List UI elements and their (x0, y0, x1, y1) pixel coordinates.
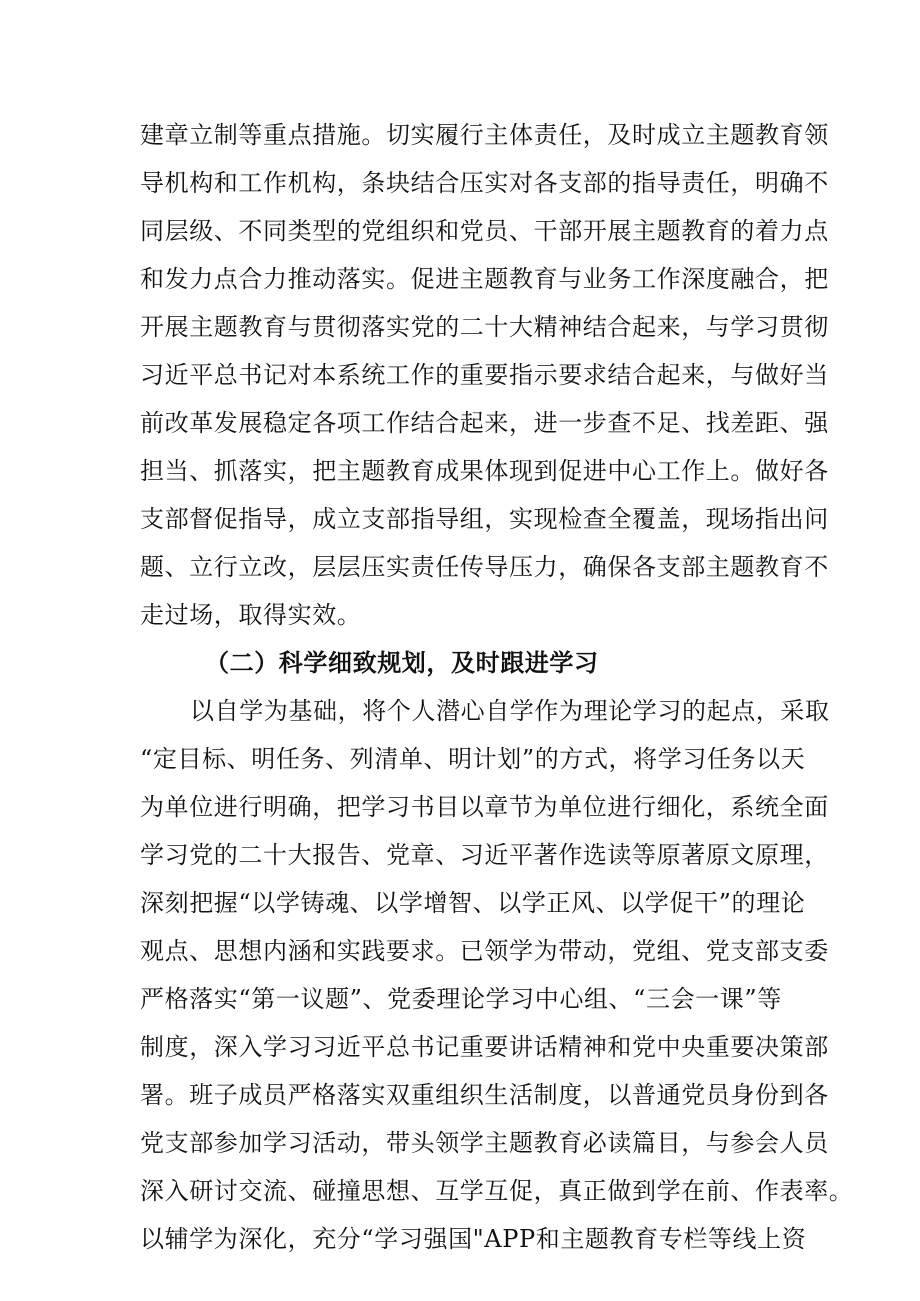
paragraph-line: 题、立行立改，层层压实责任传导压力，确保各支部主题教育不 (140, 553, 829, 581)
paragraph-line: 建章立制等重点措施。切实履行主体责任，及时成立主题教育领 (140, 121, 829, 149)
paragraph-line: 党支部参加学习活动，带头领学主题教育必读篇目，与参会人员 (140, 1129, 829, 1157)
paragraph-line: 支部督促指导，成立支部指导组，实现检查全覆盖，现场指出问 (140, 505, 829, 533)
paragraph-line: 署。班子成员严格落实双重组织生活制度，以普通党员身份到各 (140, 1081, 829, 1109)
paragraph-line: 前改革发展稳定各项工作结合起来，进一步查不足、找差距、强 (140, 409, 829, 437)
paragraph-line: 习近平总书记对本系统工作的重要指示要求结合起来，与做好当 (140, 361, 829, 389)
paragraph-line: 观点、思想内涵和实践要求。已领学为带动，党组、党支部支委 (140, 937, 829, 965)
paragraph-line: 深刻把握“以学铸魂、以学增智、以学正风、以学促干”的理论 (140, 889, 806, 917)
paragraph-line: 深入研讨交流、碰撞思想、互学互促，真正做到学在前、作表率。 (140, 1177, 854, 1205)
paragraph-line: 走过场，取得实效。 (140, 601, 362, 629)
paragraph-line: 同层级、不同类型的党组织和党员、干部开展主题教育的着力点 (140, 217, 829, 245)
paragraph-line: 为单位进行明确，把学习书目以章节为单位进行细化，系统全面 (140, 793, 829, 821)
paragraph-line: 严格落实“第一议题”、党委理论学习中心组、“三会一课”等 (140, 985, 782, 1013)
paragraph-line: 学习党的二十大报告、党章、习近平著作选读等原著原文原理， (140, 841, 829, 869)
paragraph-line: 开展主题教育与贯彻落实党的二十大精神结合起来，与学习贯彻 (140, 313, 829, 341)
paragraph-line: “定目标、明任务、列清单、明计划”的方式，将学习任务以天 (140, 745, 806, 773)
section-heading: （二）科学细致规划，及时跟进学习 (205, 648, 599, 677)
paragraph-line: 导机构和工作机构，条块结合压实对各支部的指导责任，明确不 (140, 169, 829, 197)
paragraph-line: 制度，深入学习习近平总书记重要讲话精神和党中央重要决策部 (140, 1033, 829, 1061)
paragraph-line: 担当、抓落实，把主题教育成果体现到促进中心工作上。做好各 (140, 457, 829, 485)
paragraph-line: 和发力点合力推动落实。促进主题教育与业务工作深度融合，把 (140, 265, 829, 293)
paragraph-line: 以辅学为深化，充分“学习强国"APP和主题教育专栏等线上资 (140, 1225, 807, 1253)
paragraph-line: 以自学为基础，将个人潜心自学作为理论学习的起点，采取 (190, 697, 830, 725)
